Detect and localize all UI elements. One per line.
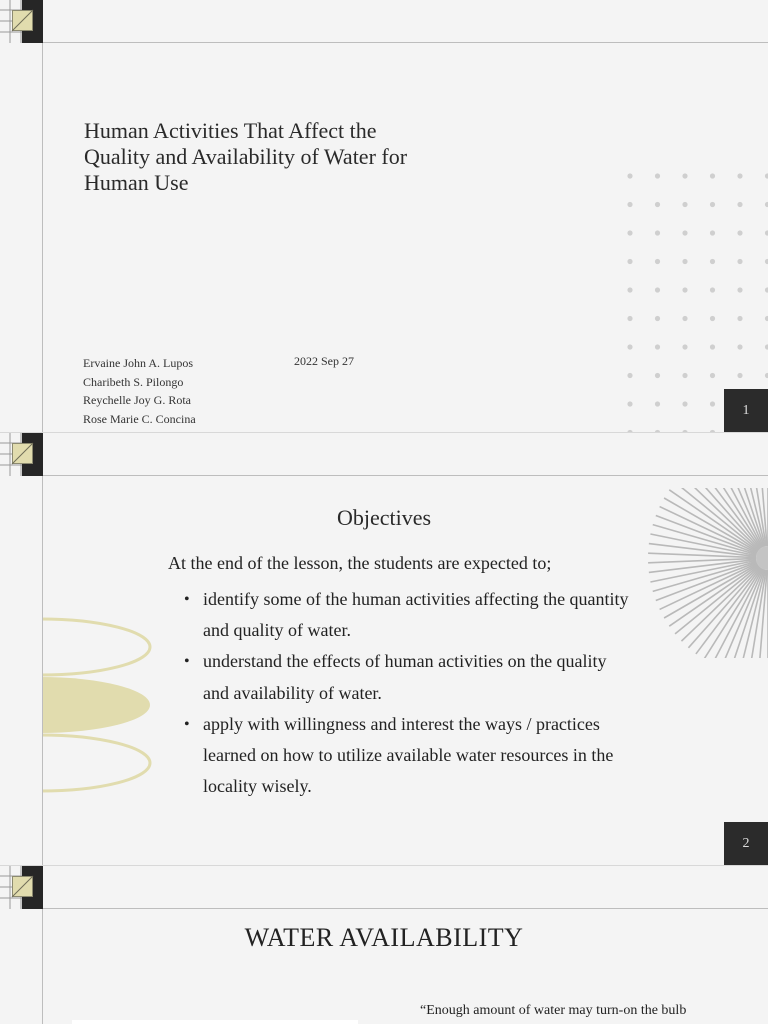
dot: [627, 259, 632, 264]
ray-line: [656, 515, 757, 553]
dot: [627, 373, 632, 378]
left-rule: [42, 0, 43, 432]
dot: [737, 259, 742, 264]
dot: [655, 230, 660, 235]
dot: [655, 202, 660, 207]
author-name: Charibeth S. Pilongo: [83, 374, 184, 389]
dot: [737, 202, 742, 207]
author-name: Ervaine John A. Lupos: [83, 356, 193, 370]
dot: [655, 287, 660, 292]
dot: [710, 173, 715, 178]
dot: [737, 230, 742, 235]
water-availability-title: WATER AVAILABILITY: [244, 923, 524, 952]
dot: [627, 316, 632, 321]
page-number-badge: 1: [724, 389, 768, 432]
dot: [655, 344, 660, 349]
bullet-icon: •: [184, 653, 190, 671]
dot: [627, 287, 632, 292]
objective-text: apply with willingness and interest the ways / practices learned on how to utilize available water resources in the locality wisely.: [203, 713, 614, 797]
dot: [682, 173, 687, 178]
corner-decoration: [0, 866, 43, 909]
bullet-icon: •: [184, 591, 190, 608]
objectives-list: [184, 584, 634, 802]
presentation-date: 2022 Sep 27: [294, 354, 354, 368]
page-number-badge: 2: [724, 822, 768, 865]
objective-text: identify some of the human activities affecting the quantity and quality of water.: [203, 589, 629, 641]
dot: [710, 316, 715, 321]
dot: [627, 173, 632, 178]
dot: [627, 230, 632, 235]
dot: [710, 344, 715, 349]
sunburst-decoration: [640, 488, 768, 658]
corner-decoration: [0, 433, 43, 476]
dot: [655, 316, 660, 321]
objective-text: understand the effects of human activities on the quality and availability of water.: [203, 651, 607, 703]
dot: [655, 373, 660, 378]
dot: [710, 202, 715, 207]
ray-line: [656, 562, 757, 600]
dot: [655, 173, 660, 178]
author-name: Reychelle Joy G. Rota: [83, 393, 191, 407]
top-rule: [43, 475, 768, 476]
dot: [737, 173, 742, 178]
image-placeholder: [72, 1020, 358, 1024]
dot: [627, 401, 632, 406]
dot: [710, 373, 715, 378]
corner-decoration: [0, 0, 43, 43]
list-item: [184, 709, 634, 803]
presentation-title: Human Activities That Affect the Quality and Availability of Water for Human Use: [84, 118, 408, 195]
dot: [737, 373, 742, 378]
dot: [682, 202, 687, 207]
dot: [682, 401, 687, 406]
dot: [710, 259, 715, 264]
objectives-title: Objectives: [336, 505, 432, 530]
dot: [682, 259, 687, 264]
dot: [710, 287, 715, 292]
dot: [682, 344, 687, 349]
dot: [710, 401, 715, 406]
author-list: [83, 354, 196, 428]
diagonal-icon: [0, 0, 43, 43]
author-name: Rose Marie C. Concina: [83, 411, 196, 426]
dot: [737, 316, 742, 321]
slide-3[interactable]: [0, 866, 768, 1024]
objectives-intro: At the end of the lesson, the students are expected to;: [168, 553, 552, 573]
dot: [655, 259, 660, 264]
slide-1[interactable]: [0, 0, 768, 432]
dot: [737, 287, 742, 292]
dot: [682, 316, 687, 321]
dot: [682, 373, 687, 378]
dot: [682, 287, 687, 292]
dot: [627, 202, 632, 207]
quote-text: “Enough amount of water may turn-on the bulb: [420, 1003, 687, 1018]
diagonal-icon: [0, 433, 43, 476]
dot: [627, 344, 632, 349]
list-item: [184, 584, 634, 646]
dot: [710, 230, 715, 235]
dot: [682, 230, 687, 235]
dot: [655, 401, 660, 406]
ellipse-decoration: [0, 613, 160, 798]
diagonal-icon: [0, 866, 43, 909]
top-rule: [43, 908, 768, 909]
top-rule: [43, 42, 768, 43]
bullet-icon: •: [184, 715, 190, 733]
dot: [737, 344, 742, 349]
slide-2[interactable]: [0, 433, 768, 865]
list-item: [184, 646, 634, 708]
